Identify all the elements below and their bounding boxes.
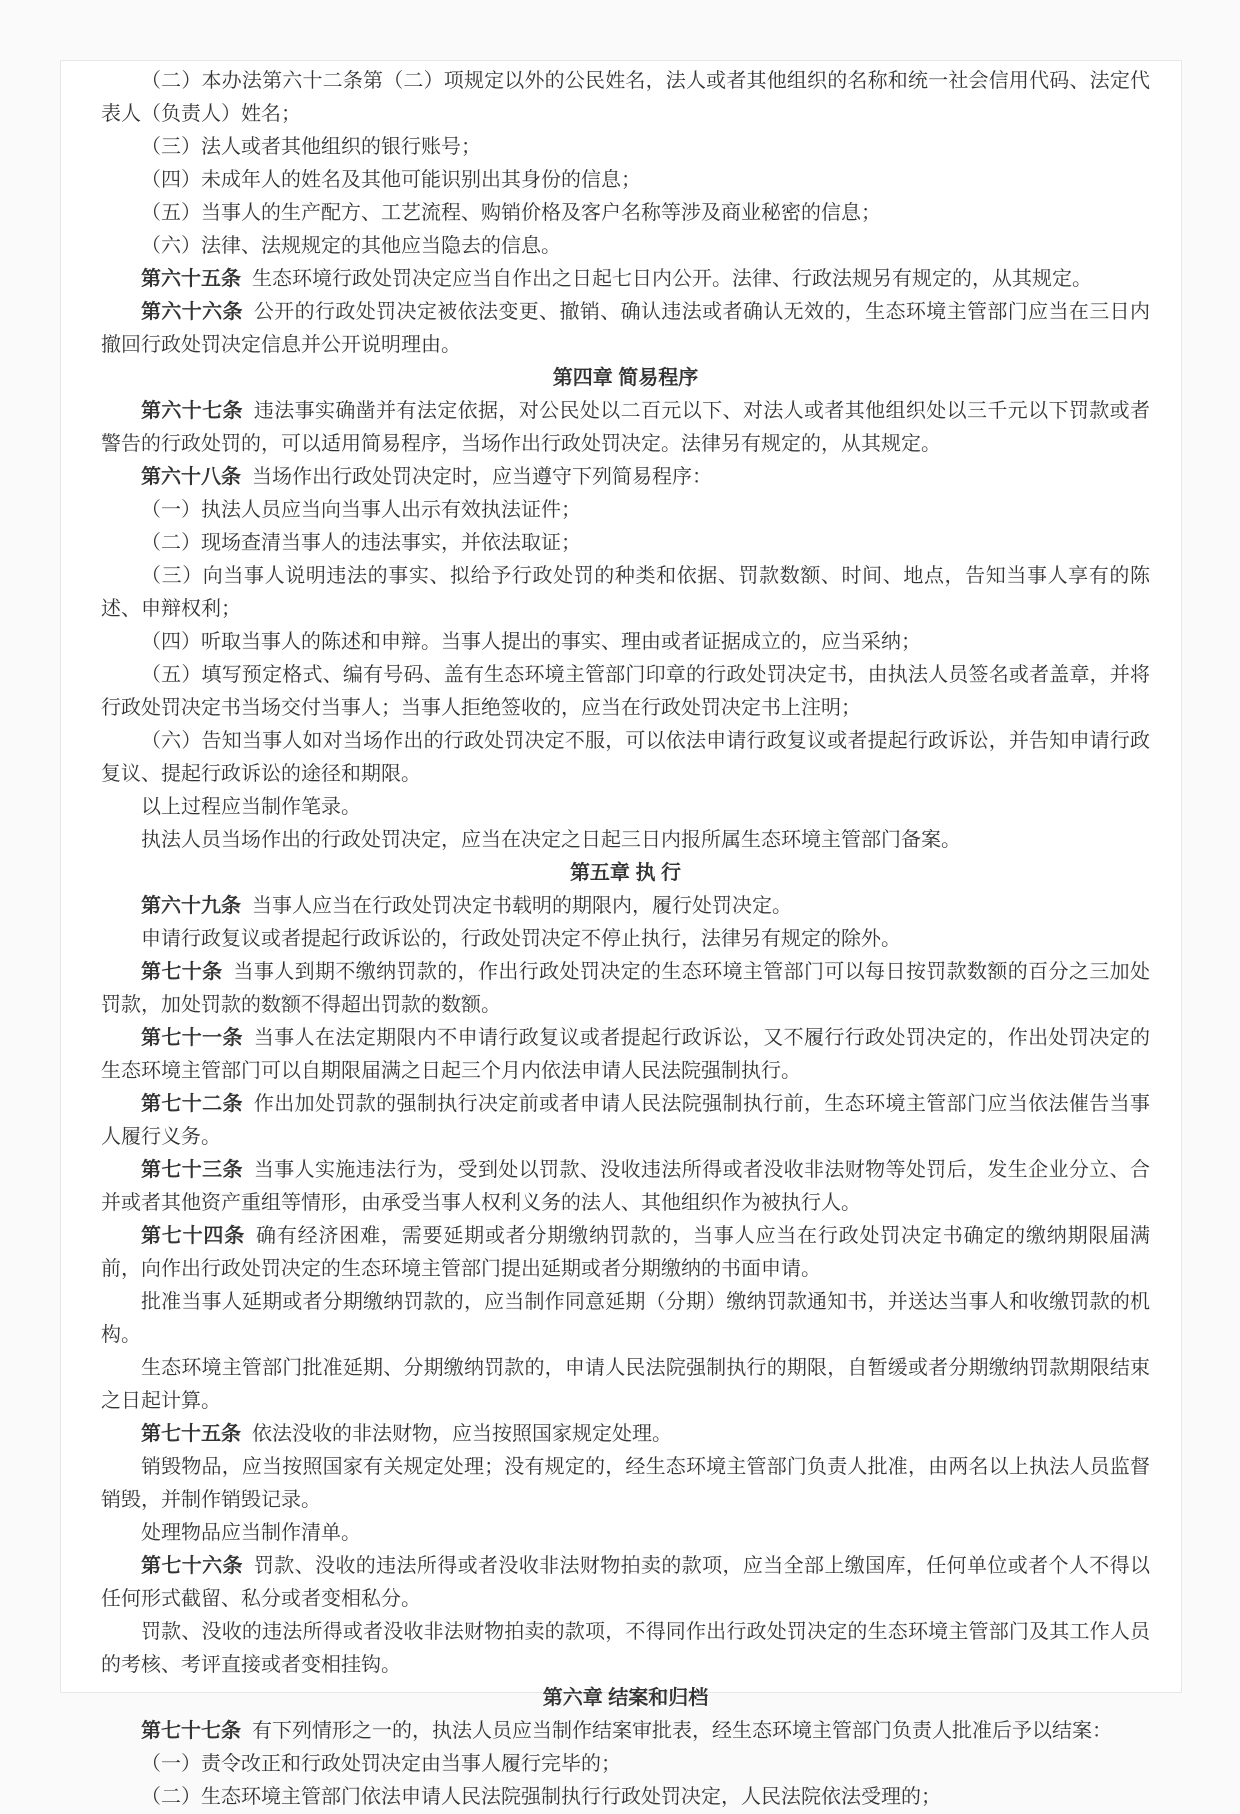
paragraph	[101, 197, 1150, 230]
article-number: 第六十六条	[141, 301, 243, 323]
paragraph-text: （三）法人或者其他组织的银行账号；	[141, 136, 481, 158]
paragraph-text: 当场作出行政处罚决定时，应当遵守下列简易程序：	[252, 466, 712, 488]
paragraph-text: 以上过程应当制作笔录。	[141, 796, 361, 818]
chapter-heading	[101, 857, 1150, 890]
paragraph-text: 公开的行政处罚决定被依法变更、撤销、确认违法或者确认无效的，生态环境主管部门应当在三日内撤回行政处罚决定信息并公开说明理由。	[101, 301, 1150, 356]
paragraph	[101, 1781, 1150, 1814]
paragraph	[101, 725, 1150, 791]
paragraph	[101, 824, 1150, 857]
article-number: 第七十六条	[141, 1555, 243, 1577]
chapter-heading	[101, 362, 1150, 395]
article-number: 第七十四条	[141, 1225, 246, 1247]
paragraph-text: 当事人实施违法行为，受到处以罚款、没收违法所得或者没收非法财物等处罚后，发生企业分立、合并或者其他资产重组等情形，由承受当事人权利义务的法人、其他组织作为被执行人。	[101, 1159, 1150, 1214]
paragraph-text: 批准当事人延期或者分期缴纳罚款的，应当制作同意延期（分期）缴纳罚款通知书，并送达当事人和收缴罚款的机构。	[101, 1291, 1150, 1346]
paragraph-text: 生态环境主管部门批准延期、分期缴纳罚款的，申请人民法院强制执行的期限，自暂缓或者分期缴纳罚款期限结束之日起计算。	[101, 1357, 1150, 1412]
paragraph-text: 作出加处罚款的强制执行决定前或者申请人民法院强制执行前，生态环境主管部门应当依法催告当事人履行义务。	[101, 1093, 1150, 1148]
paragraph-text: （二）生态环境主管部门依法申请人民法院强制执行行政处罚决定，人民法院依法受理的；	[141, 1786, 941, 1808]
paragraph	[101, 791, 1150, 824]
paragraph	[101, 131, 1150, 164]
paragraph-text: （二）本办法第六十二条第（二）项规定以外的公民姓名，法人或者其他组织的名称和统一社会信用代码、法定代表人（负责人）姓名；	[101, 70, 1150, 125]
paragraph	[101, 1517, 1150, 1550]
article-number: 第六十七条	[141, 400, 243, 422]
document-page	[60, 60, 1182, 1808]
article-number: 第七十二条	[141, 1093, 243, 1115]
paragraph-text: 申请行政复议或者提起行政诉讼的，行政处罚决定不停止执行，法律另有规定的除外。	[141, 928, 901, 950]
article-number: 第七十五条	[141, 1423, 241, 1445]
paragraph	[101, 527, 1150, 560]
paragraph-text: （六）法律、法规规定的其他应当隐去的信息。	[141, 235, 561, 257]
chapter-heading-text: 第六章 结案和归档	[542, 1687, 709, 1709]
paragraph	[101, 1616, 1150, 1682]
paragraph	[101, 395, 1150, 461]
paragraph	[101, 494, 1150, 527]
article-number: 第七十条	[141, 961, 223, 983]
paragraph	[101, 626, 1150, 659]
paragraph-text: （五）填写预定格式、编有号码、盖有生态环境主管部门印章的行政处罚决定书，由执法人员签名或者盖章，并将行政处罚决定书当场交付当事人；当事人拒绝签收的，应当在行政处罚决定书上注明；	[101, 664, 1150, 719]
paragraph	[101, 1154, 1150, 1220]
paragraph	[101, 956, 1150, 1022]
paragraph	[101, 1418, 1150, 1451]
paragraph-text: 处理物品应当制作清单。	[141, 1522, 361, 1544]
document-body	[101, 65, 1150, 1814]
paragraph	[101, 890, 1150, 923]
paragraph-text: 依法没收的非法财物，应当按照国家规定处理。	[252, 1423, 672, 1445]
paragraph-text: 违法事实确凿并有法定依据，对公民处以二百元以下、对法人或者其他组织处以三千元以下罚款或者警告的行政处罚的，可以适用简易程序，当场作出行政处罚决定。法律另有规定的，从其规定。	[101, 400, 1150, 455]
paragraph	[101, 1352, 1150, 1418]
article-number: 第七十一条	[141, 1027, 243, 1049]
paragraph	[101, 560, 1150, 626]
article-number: 第七十三条	[141, 1159, 243, 1181]
paragraph-text: 确有经济困难，需要延期或者分期缴纳罚款的，当事人应当在行政处罚决定书确定的缴纳期限届满前，向作出行政处罚决定的生态环境主管部门提出延期或者分期缴纳的书面申请。	[101, 1225, 1151, 1280]
paragraph-text: 有下列情形之一的，执法人员应当制作结案审批表，经生态环境主管部门负责人批准后予以结案：	[252, 1720, 1112, 1742]
paragraph	[101, 1022, 1150, 1088]
paragraph	[101, 923, 1150, 956]
paragraph	[101, 1715, 1150, 1748]
paragraph-text: 销毁物品，应当按照国家有关规定处理；没有规定的，经生态环境主管部门负责人批准，由两名以上执法人员监督销毁，并制作销毁记录。	[101, 1456, 1150, 1511]
paragraph-text: 当事人在法定期限内不申请行政复议或者提起行政诉讼，又不履行行政处罚决定的，作出处罚决定的生态环境主管部门可以自期限届满之日起三个月内依法申请人民法院强制执行。	[101, 1027, 1150, 1082]
paragraph-text: （五）当事人的生产配方、工艺流程、购销价格及客户名称等涉及商业秘密的信息；	[141, 202, 881, 224]
chapter-heading-text: 第四章 简易程序	[552, 367, 699, 389]
paragraph-text: 执法人员当场作出的行政处罚决定，应当在决定之日起三日内报所属生态环境主管部门备案。	[141, 829, 961, 851]
paragraph-text: 当事人应当在行政处罚决定书载明的期限内，履行处罚决定。	[252, 895, 792, 917]
paragraph	[101, 659, 1150, 725]
chapter-heading	[101, 1682, 1150, 1715]
paragraph	[101, 230, 1150, 263]
paragraph-text: 当事人到期不缴纳罚款的，作出行政处罚决定的生态环境主管部门可以每日按罚款数额的百分之三加处罚款，加处罚款的数额不得超出罚款的数额。	[101, 961, 1150, 1016]
paragraph-text: （二）现场查清当事人的违法事实，并依法取证；	[141, 532, 581, 554]
paragraph	[101, 461, 1150, 494]
paragraph-text: （一）执法人员应当向当事人出示有效执法证件；	[141, 499, 581, 521]
paragraph-text: 罚款、没收的违法所得或者没收非法财物拍卖的款项，应当全部上缴国库，任何单位或者个人不得以任何形式截留、私分或者变相私分。	[101, 1555, 1150, 1610]
paragraph	[101, 1088, 1150, 1154]
paragraph	[101, 1748, 1150, 1781]
paragraph-text: （四）未成年人的姓名及其他可能识别出其身份的信息；	[141, 169, 641, 191]
paragraph	[101, 1451, 1150, 1517]
chapter-heading-text: 第五章 执 行	[569, 862, 682, 884]
paragraph	[101, 164, 1150, 197]
article-number: 第六十八条	[141, 466, 241, 488]
paragraph-text: （三）向当事人说明违法的事实、拟给予行政处罚的种类和依据、罚款数额、时间、地点，告知当事人享有的陈述、申辩权利；	[101, 565, 1150, 620]
paragraph-text: （六）告知当事人如对当场作出的行政处罚决定不服，可以依法申请行政复议或者提起行政诉讼，并告知申请行政复议、提起行政诉讼的途径和期限。	[101, 730, 1150, 785]
paragraph-text: （四）听取当事人的陈述和申辩。当事人提出的事实、理由或者证据成立的，应当采纳；	[141, 631, 921, 653]
paragraph	[101, 1550, 1150, 1616]
paragraph	[101, 1286, 1150, 1352]
article-number: 第七十七条	[141, 1720, 241, 1742]
paragraph-text: 生态环境行政处罚决定应当自作出之日起七日内公开。法律、行政法规另有规定的，从其规定。	[252, 268, 1092, 290]
paragraph	[101, 296, 1150, 362]
article-number: 第六十五条	[141, 268, 241, 290]
paragraph-text: （一）责令改正和行政处罚决定由当事人履行完毕的；	[141, 1753, 621, 1775]
article-number: 第六十九条	[141, 895, 241, 917]
paragraph-text: 罚款、没收的违法所得或者没收非法财物拍卖的款项，不得同作出行政处罚决定的生态环境主管部门及其工作人员的考核、考评直接或者变相挂钩。	[101, 1621, 1150, 1676]
paragraph	[101, 1220, 1150, 1286]
paragraph	[101, 65, 1150, 131]
paragraph	[101, 263, 1150, 296]
